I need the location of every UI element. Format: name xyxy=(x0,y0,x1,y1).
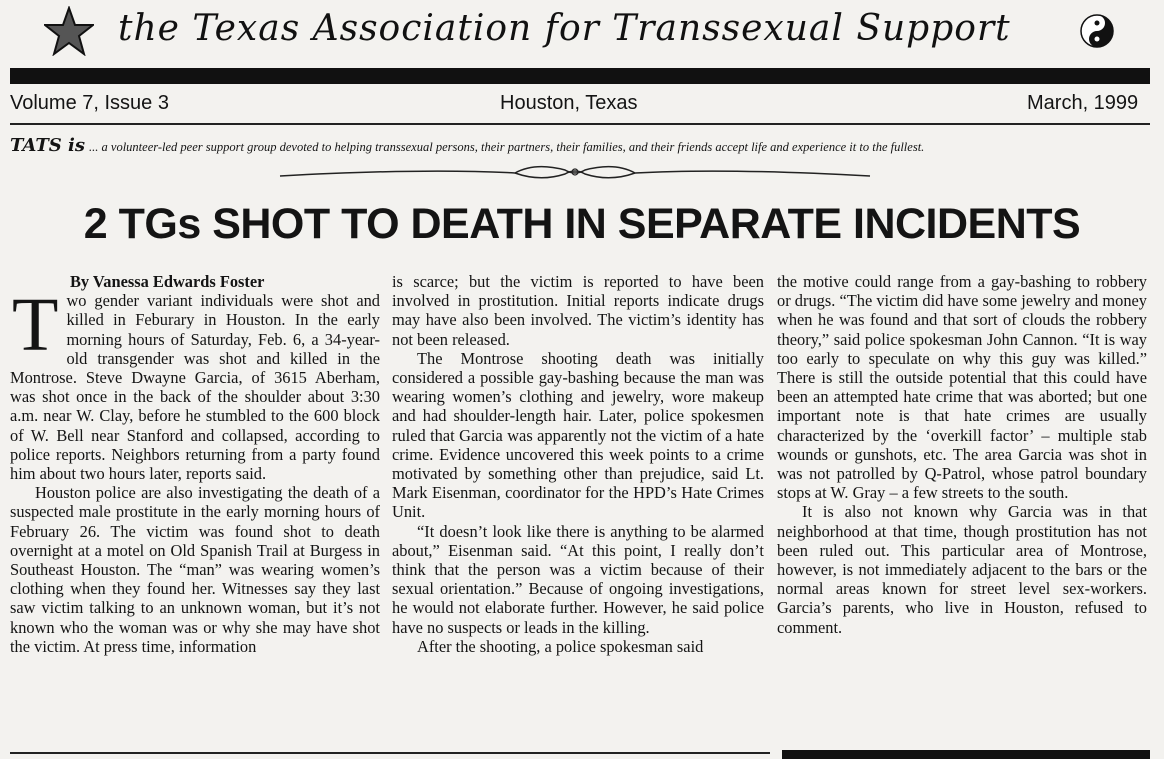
issue-date: March, 1999 xyxy=(1027,92,1139,114)
volume-issue: Volume 7, Issue 3 xyxy=(10,92,169,114)
article-paragraph: Houston police are also investigating the death of a suspected male prostitute in the early morning hours of February 26. The victim was found shot to death overnight at a motel on Old Spanish Trail at Burgess in Southeast Houston. The “man” was wearing women’s clothing when they found her. Witnesses say they last saw victim talking to an unknown woman, but it’s not known who the woman was or why she may have shot the victim. At press time, information xyxy=(10,483,380,656)
article-column-1 xyxy=(10,272,380,656)
masthead-bar xyxy=(10,68,1150,84)
newsletter-title: the Texas Association for Transsexual Support xyxy=(118,8,1011,49)
headline: 2 TGs SHOT TO DEATH IN SEPARATE INCIDENTS xyxy=(83,200,1081,248)
article-paragraph: After the shooting, a police spokesman said xyxy=(417,636,704,656)
yin-yang-icon xyxy=(1080,14,1114,48)
ornamental-flourish xyxy=(275,158,875,188)
location: Houston, Texas xyxy=(500,92,638,114)
article-paragraph xyxy=(10,283,380,484)
paragraph-text: wo gender variant individuals were shot and killed in Feburary in Houston. In the early morning hours of Saturday, Feb. 6, a 34-year-old transgender was shot and killed in the Montrose. Steve Dwayne Garcia, of 3615 Aberham, was shot once in the back of the shoulder about 3:30 a.m. near W. Clay, before he stumbled to the 600 block of W. Bell near Stanford and collapsed, according to police reports. Neighbors returning from a party found him about two hours later, reports said. xyxy=(10,291,380,484)
byline: By Vanessa Edwards Foster xyxy=(70,272,265,291)
masthead xyxy=(0,0,1164,78)
sidebar-box xyxy=(782,750,1150,759)
mission-statement xyxy=(10,135,1155,156)
article-paragraph: It is also not known why Garcia was in that neighborhood at that time, though prostitution has not been ruled out. This particular area of Montrose, however, is not immediately adjacent to the bars or the normal areas known for street level sex-workers. Garcia’s parents, who live in Houston, refused to comment. xyxy=(777,502,1147,637)
article-paragraph: the motive could range from a gay-bashing to robbery or drugs. “The victim did have some jewelry and money when he was found and that sort of clouds the robbery theory,” said police spokesman John Cannon. “It is way too early to speculate on why this guy was killed.” There is still the outside potential that this could have been an attempted hate crime that was aborted; but one important note is that hate crimes are usually characterized by the ‘overkill factor’ – multiple stab wounds or gunshots, etc. The area Garcia was shot in was not patrolled by Q-Patrol, whose patrol boundary stops at W. Gray – a few streets to the south. xyxy=(777,272,1147,503)
article-paragraph: The Montrose shooting death was initially considered a possible gay-bashing because the man was wearing women’s clothing and jewelry, wore makeup and had shoulder-length hair. Later, police spokesmen ruled that Garcia was apparently not the victim of a hate crime. Evidence uncovered this week points to a crime motivated by something other than prejudice, said Lt. Mark Eisenman, coordinator for the HPD’s Hate Crimes Unit. xyxy=(392,348,764,522)
article-column-2 xyxy=(392,272,764,656)
star-icon xyxy=(44,6,94,56)
tats-is-label: TATS is xyxy=(10,135,86,156)
drop-cap: T xyxy=(12,283,59,368)
article-column-3 xyxy=(777,272,1147,637)
bottom-divider xyxy=(10,752,770,754)
article-paragraph: “It doesn’t look like there is anything to be alarmed about,” Eisenman said. “At this point, I really don’t think that the person was a victim because of their sexual orientation.” Because of ongoing investigations, he would not elaborate further. However, he said police have no suspects or leads in the killing. xyxy=(392,521,764,637)
article-paragraph: is scarce; but the victim is reported to have been involved in prostitution. Initial reports indicate drugs may have also been involved. The victim’s identity has not been released. xyxy=(392,272,764,349)
divider xyxy=(10,123,1150,125)
mission-text: ... a volunteer-led peer support group devoted to helping transsexual persons, their partners, their families, and their friends accept life and experience it to the fullest. xyxy=(89,140,925,154)
